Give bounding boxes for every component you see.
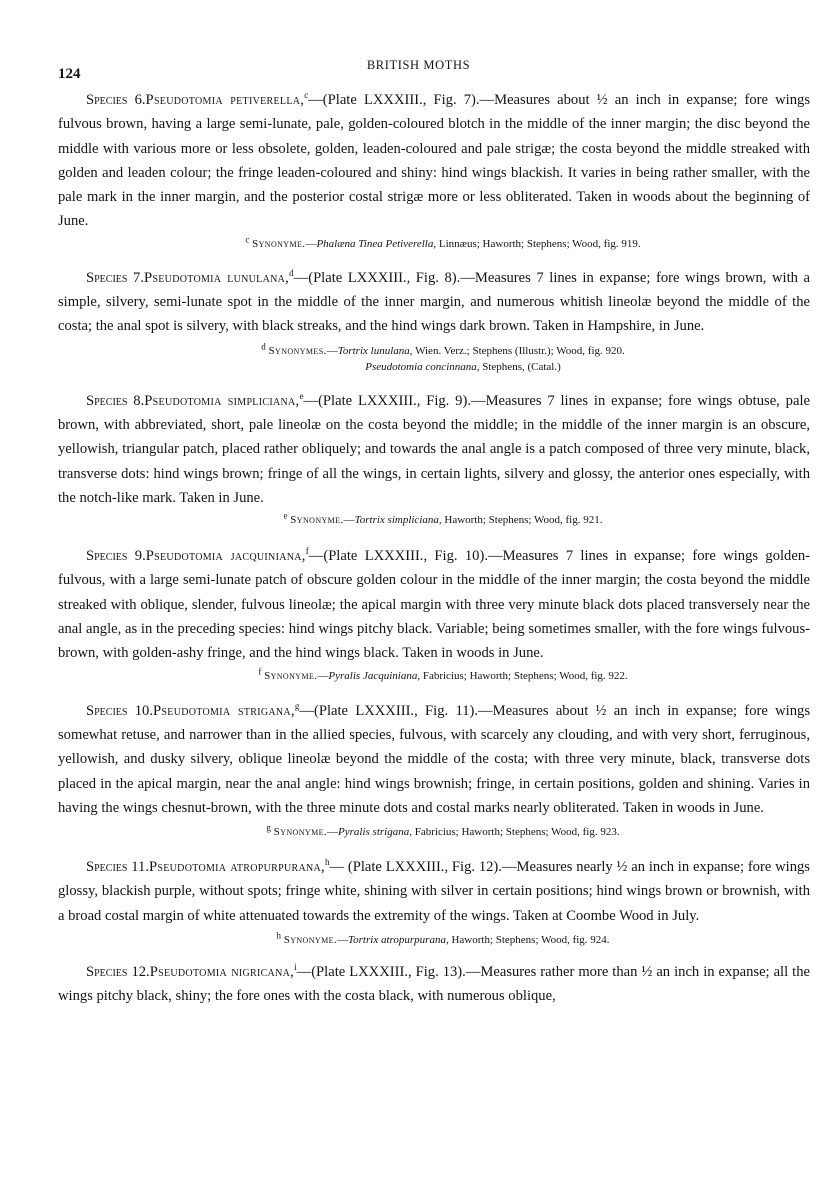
species-entry bbox=[58, 699, 810, 840]
species-name: Pseudotomia nigricana, bbox=[149, 964, 295, 981]
synonym-name: Pyralis strigana, bbox=[338, 826, 412, 839]
species-description bbox=[58, 855, 810, 928]
species-label: Species 9. bbox=[86, 548, 146, 565]
synonym-note: $^e$ Synonyme.—Tortrix simpliciana, Haworth; Stephens; Wood, fig. 921. bbox=[283, 510, 603, 527]
species-body: —(Plate LXXXIII., Fig. 9).—Measures 7 lines in expanse; fore wings obtuse, pale brown, with abbreviated, short, pale lineolæ on the costa beyond the middle; in the middle of the inner margin is an obscure, yellowish, triangular patch, placed rather obliquely; and towards the anal angle is a patch composed of three very minute, black, transverse dots: hind wings brown; fringe of all the wings, in certain lights, silvery and glossy, the anterior ones especially, with the notch-like mark. Taken in June. bbox=[58, 392, 810, 506]
species-name: Pseudotomia simpliciana, bbox=[144, 392, 300, 409]
footnote-mark: g bbox=[266, 822, 271, 833]
footnote-mark: e bbox=[299, 390, 304, 401]
synonym-note: $^d$ Synonymes.—Tortrix lunulana, Wien. Verz.; Stephens (Illustr.); Wood, fig. 920. Pseudotomia concinnana, Stephens, (Catal.) bbox=[58, 343, 810, 375]
synonym-reference: Linnæus; Haworth; Stephens; Wood, fig. 919. bbox=[438, 237, 641, 250]
species-label: Species 11. bbox=[86, 859, 149, 876]
synonym-reference: Stephens, (Catal.) bbox=[482, 360, 561, 373]
species-label: Species 7. bbox=[86, 269, 144, 286]
footnote-mark: f bbox=[305, 546, 309, 557]
footnote-mark: i bbox=[294, 962, 297, 973]
species-entry bbox=[58, 855, 810, 948]
synonym-label: Synonyme. bbox=[273, 826, 328, 839]
species-description bbox=[58, 960, 810, 1009]
synonym-reference: Fabricius; Haworth; Stephens; Wood, fig. 922. bbox=[422, 669, 628, 682]
species-name: Pseudotomia atropurpurana, bbox=[148, 859, 325, 876]
species-entry bbox=[58, 544, 810, 683]
synonym-note: $^h$ Synonyme.—Tortrix atropurpurana, Haworth; Stephens; Wood, fig. 924. bbox=[276, 930, 610, 947]
synonym-second-line bbox=[76, 359, 810, 375]
synonym-note: $^f$ Synonyme.—Pyralis Jacquiniana, Fabricius; Haworth; Stephens; Wood, fig. 922. bbox=[258, 665, 628, 682]
synonym-label: Synonyme. bbox=[252, 237, 306, 250]
synonym-reference: Haworth; Stephens; Wood, fig. 921. bbox=[444, 514, 603, 527]
species-entry bbox=[58, 88, 810, 252]
footnote-mark: c bbox=[245, 234, 250, 245]
synonym-reference: Haworth; Stephens; Wood, fig. 924. bbox=[451, 934, 610, 947]
page-number: 124 bbox=[58, 66, 81, 82]
species-description bbox=[58, 544, 810, 665]
footnote-mark: g bbox=[294, 700, 300, 711]
species-description bbox=[58, 88, 810, 234]
species-entry bbox=[58, 266, 810, 375]
running-head: BRITISH MOTHS bbox=[366, 58, 471, 72]
species-entry bbox=[58, 389, 810, 528]
synonym-note: $^g$ Synonyme.—Pyralis strigana, Fabricius; Haworth; Stephens; Wood, fig. 923. bbox=[266, 822, 620, 839]
synonym-name: Phalæna Tinea Petiverella, bbox=[316, 237, 437, 250]
species-description bbox=[58, 266, 810, 339]
species-label: Species 6. bbox=[86, 92, 146, 108]
page-header bbox=[0, 58, 837, 88]
synonym-reference: Wien. Verz.; Stephens (Illustr.); Wood, fig. 920. bbox=[415, 344, 625, 357]
species-name: Pseudotomia lunulana, bbox=[143, 269, 290, 286]
footnote-mark: h bbox=[276, 930, 281, 941]
species-body: — (Plate LXXXIII., Fig. 12).—Measures nearly ½ an inch in expanse; fore wings glossy, blackish purple, without spots; fringe white, shining with silver in certain positions; hind wings brown or brownish, with a broad costal margin of white attenuated towards the extremity of the wings. Taken at Coombe Wood in July. bbox=[58, 859, 810, 924]
page-body bbox=[58, 88, 810, 1009]
species-body: —(Plate LXXXIII., Fig. 11).—Measures about ½ an inch in expanse; fore wings somewhat retuse, and narrower than in the allied species, fulvous, with scarcely any clouding, and with very short, ferruginous, yellowish, and dusky silvery, oblique lineolæ beyond the middle of the costa; with three very minute, black, transverse dots placed in the apical margin, near the anal angle: hind wings brownish; fringe, in certain positions, golden and shining. Varies in having the wings chesnut-brown, with the three minute dots and costal marks nearly obliterated. Taken in woods in June. bbox=[58, 702, 810, 816]
footnote-mark: d bbox=[261, 341, 266, 352]
synonym-note: $^c$ Synonyme.—Phalæna Tinea Petiverella, Linnæus; Haworth; Stephens; Wood, fig. 919. bbox=[245, 234, 641, 250]
footnote-mark: f bbox=[258, 665, 262, 676]
footnote-mark: e bbox=[283, 510, 288, 521]
species-name: Pseudotomia petiverella, bbox=[145, 92, 305, 108]
species-label: Species 8. bbox=[86, 392, 145, 409]
species-body: —(Plate LXXXIII., Fig. 8).—Measures 7 lines in expanse; fore wings brown, with a simple, silvery, semi-lunate spot in the middle of the inner margin, and numerous whitish lineolæ beyond the middle of the costa; the anal spot is silvery, with black streaks, and the hind wings dark brown. Taken in Hampshire, in June. bbox=[58, 269, 810, 335]
synonym-label: Synonyme. bbox=[264, 669, 318, 682]
species-description bbox=[58, 389, 810, 510]
synonym-name: Tortrix lunulana, bbox=[337, 344, 413, 357]
footnote-mark: d bbox=[289, 267, 294, 278]
synonym-name: Tortrix simpliciana, bbox=[354, 514, 442, 527]
synonym-name: Tortrix atropurpurana, bbox=[348, 934, 449, 947]
synonym-name: Pseudotomia concinnana, bbox=[365, 360, 480, 373]
species-body: —(Plate LXXXIII., Fig. 7).—Measures about ½ an inch in expanse; fore wings fulvous brown, having a large semi-lunate, pale, golden-coloured blotch in the middle of the inner margin; the disc beyond the middle with various more or less obsolete, golden, leaden-coloured and pale strigæ; the costa beyond the middle streaked with golden and leaden colour; the fringe leaden-coloured and shiny: hind wings blackish. It varies in being rather smaller, with the pale mark in the inner margin, and the posterior costal strigæ more or less obliterated. Taken in woods about the beginning of June. bbox=[58, 92, 810, 230]
synonym-label: Synonymes. bbox=[268, 344, 327, 357]
synonym-label: Synonyme. bbox=[290, 514, 344, 527]
species-body: —(Plate LXXXIII., Fig. 10).—Measures 7 lines in expanse; fore wings golden-fulvous, with a large semi-lunate patch of obscure golden colour in the middle of the inner margin; the costa beyond the middle streaked with oblique, slender, fulvous lineolæ; the apical margin with three very minute black dots placed transversely near the anal angle, as in the preceding species: hind wings pitchy black. Variable; being sometimes smaller, with the fore wings fulvous-brown, with golden-ashy fringe, and the hind wings black. Taken in woods in June. bbox=[58, 548, 810, 662]
footnote-mark: c bbox=[304, 90, 309, 101]
species-label: Species 12. bbox=[86, 964, 150, 981]
species-name: Pseudotomia jacquiniana, bbox=[145, 548, 306, 565]
synonym-name: Pyralis Jacquiniana, bbox=[328, 669, 421, 682]
synonym-reference: Fabricius; Haworth; Stephens; Wood, fig. 923. bbox=[414, 826, 620, 839]
species-description bbox=[58, 699, 810, 820]
species-entry bbox=[58, 960, 810, 1009]
synonym-label: Synonyme. bbox=[283, 934, 338, 947]
species-body: —(Plate LXXXIII., Fig. 13).—Measures rather more than ½ an inch in expanse; all the wings pitchy black, shiny; the fore ones with the costa black, with numerous oblique, bbox=[58, 964, 810, 1005]
species-name: Pseudotomia strigana, bbox=[153, 702, 295, 719]
footnote-mark: h bbox=[324, 857, 330, 868]
species-label: Species 10. bbox=[86, 702, 154, 719]
